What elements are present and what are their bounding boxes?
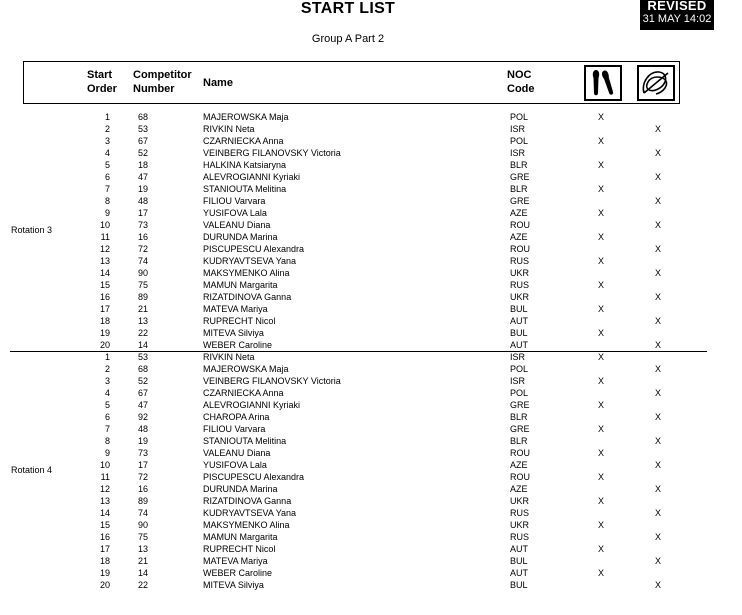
- noc-code: AUT: [510, 340, 528, 350]
- competitor-number: 52: [138, 148, 149, 158]
- noc-code: BUL: [510, 304, 528, 314]
- clubs-icon: [584, 65, 622, 101]
- table-row: [0, 531, 742, 543]
- start-order: 6: [104, 172, 110, 182]
- competitor-name: MAJEROWSKA Maja: [203, 112, 289, 122]
- noc-code: GRE: [510, 400, 530, 410]
- table-row: [0, 315, 742, 327]
- start-order: 17: [99, 304, 110, 314]
- noc-code: RUS: [510, 256, 530, 266]
- competitor-number: 17: [138, 208, 149, 218]
- competitor-name: RIZATDINOVA Ganna: [203, 496, 292, 506]
- competitor-number: 13: [138, 316, 149, 326]
- clubs-mark: X: [598, 304, 605, 314]
- start-order: 3: [104, 136, 110, 146]
- start-order: 16: [99, 532, 110, 542]
- rotation-label: Rotation 4: [11, 465, 53, 475]
- ribbon-mark: X: [655, 484, 662, 494]
- start-order: 19: [99, 568, 110, 578]
- ribbon-mark: X: [655, 292, 662, 302]
- competitor-name: MATEVA Mariya: [203, 304, 268, 314]
- clubs-mark: X: [598, 160, 605, 170]
- competitor-number: 68: [138, 112, 149, 122]
- competitor-name: MAKSYMENKO Alina: [203, 268, 290, 278]
- competitor-name: MITEVA Silviya: [203, 580, 264, 590]
- clubs-mark: X: [598, 448, 605, 458]
- table-row: [0, 495, 742, 507]
- table-row: [0, 399, 742, 411]
- competitor-name: VEINBERG FILANOVSKY Victoria: [203, 148, 341, 158]
- ribbon-mark: X: [655, 268, 662, 278]
- table-row: [0, 339, 742, 351]
- table-row: [0, 411, 742, 423]
- competitor-number: 67: [138, 388, 149, 398]
- noc-code: BLR: [510, 436, 528, 446]
- competitor-number: 92: [138, 412, 149, 422]
- table-row: [0, 171, 742, 183]
- start-order: 10: [99, 220, 110, 230]
- ribbon-mark: X: [655, 316, 662, 326]
- start-order: 8: [104, 196, 110, 206]
- start-order: 6: [104, 412, 110, 422]
- table-row: [0, 519, 742, 531]
- competitor-number: 73: [138, 220, 149, 230]
- table-row: [0, 123, 742, 135]
- noc-code-header-line1: NOC: [507, 69, 532, 81]
- table-row: [0, 219, 742, 231]
- table-row: [0, 267, 742, 279]
- competitor-name: KUDRYAVTSEVA Yana: [203, 256, 297, 266]
- competitor-number: 53: [138, 124, 149, 134]
- competitor-number: 90: [138, 520, 149, 530]
- ribbon-mark: X: [655, 556, 662, 566]
- competitor-name: RIVKIN Neta: [203, 124, 255, 134]
- table-row: [0, 447, 742, 459]
- competitor-name: RUPRECHT Nicol: [203, 316, 276, 326]
- noc-code: ROU: [510, 448, 530, 458]
- table-row: [0, 471, 742, 483]
- competitor-name: STANIOUTA Melitina: [203, 184, 287, 194]
- noc-code: BLR: [510, 160, 528, 170]
- noc-code: BLR: [510, 184, 528, 194]
- start-order: 15: [99, 520, 110, 530]
- competitor-number: 68: [138, 364, 149, 374]
- noc-code: BUL: [510, 328, 528, 338]
- start-order: 9: [104, 208, 110, 218]
- noc-code: RUS: [510, 280, 530, 290]
- start-order: 3: [104, 376, 110, 386]
- ribbon-mark: X: [655, 436, 662, 446]
- competitor-number: 89: [138, 496, 149, 506]
- table-row: [0, 207, 742, 219]
- noc-code: POL: [510, 112, 529, 122]
- noc-code: ISR: [510, 124, 526, 134]
- competitor-name: ALEVROGIANNI Kyriaki: [203, 400, 301, 410]
- ribbon-mark: X: [655, 580, 662, 590]
- start-order: 15: [99, 280, 110, 290]
- competitor-number: 75: [138, 280, 149, 290]
- noc-code: AUT: [510, 316, 528, 326]
- noc-code: AUT: [510, 568, 528, 578]
- noc-code: AZE: [510, 484, 528, 494]
- table-row: [0, 147, 742, 159]
- noc-code: AUT: [510, 544, 528, 554]
- ribbon-mark: X: [655, 172, 662, 182]
- competitor-number: 19: [138, 436, 149, 446]
- clubs-mark: X: [598, 208, 605, 218]
- clubs-mark: X: [598, 280, 605, 290]
- clubs-mark: X: [598, 136, 605, 146]
- rotation-label: Rotation 3: [11, 225, 53, 235]
- table-row: [0, 291, 742, 303]
- competitor-name: RIVKIN Neta: [203, 352, 255, 362]
- noc-code: UKR: [510, 292, 530, 302]
- competitor-number: 47: [138, 400, 149, 410]
- start-order: 18: [99, 556, 110, 566]
- table-row: [0, 435, 742, 447]
- ribbon-mark: X: [655, 124, 662, 134]
- competitor-name: CZARNIECKA Anna: [203, 388, 284, 398]
- table-row: [0, 423, 742, 435]
- ribbon-mark: X: [655, 508, 662, 518]
- competitor-number: 72: [138, 472, 149, 482]
- table-row: [0, 363, 742, 375]
- competitor-name: PISCUPESCU Alexandra: [203, 244, 305, 254]
- column-header: [23, 61, 680, 104]
- competitor-name: PISCUPESCU Alexandra: [203, 472, 305, 482]
- table-row: [0, 543, 742, 555]
- competitor-name: VALEANU Diana: [203, 448, 271, 458]
- start-order: 7: [104, 424, 110, 434]
- noc-code: AZE: [510, 208, 528, 218]
- noc-code: BUL: [510, 580, 528, 590]
- page-title: START LIST: [300, 0, 396, 17]
- competitor-number: 14: [138, 340, 149, 350]
- revised-label: REVISED: [647, 0, 707, 13]
- start-order-header: [87, 68, 117, 96]
- competitor-number: 75: [138, 532, 149, 542]
- noc-code: UKR: [510, 520, 530, 530]
- start-order: 12: [99, 244, 110, 254]
- competitor-number: 19: [138, 184, 149, 194]
- start-order: 11: [100, 472, 110, 482]
- start-order: 4: [104, 388, 110, 398]
- competitor-number-header-line2: Number: [133, 83, 175, 95]
- start-order: 13: [99, 496, 110, 506]
- competitor-name: WEBER Caroline: [203, 568, 273, 578]
- noc-code: BLR: [510, 412, 528, 422]
- table-row: [0, 375, 742, 387]
- competitor-name: DURUNDA Marina: [203, 484, 278, 494]
- competitor-number: 47: [138, 172, 149, 182]
- competitor-name: MAKSYMENKO Alina: [203, 520, 290, 530]
- competitor-number: 73: [138, 448, 149, 458]
- competitor-number: 14: [138, 568, 149, 578]
- table-row: [0, 111, 742, 123]
- noc-code: ISR: [510, 376, 526, 386]
- competitor-number: 67: [138, 136, 149, 146]
- clubs-mark: X: [598, 544, 605, 554]
- competitor-number: 90: [138, 268, 149, 278]
- start-order: 8: [104, 436, 110, 446]
- noc-code: BUL: [510, 556, 528, 566]
- noc-code: ISR: [510, 352, 526, 362]
- competitor-number-header-line1: Competitor: [133, 69, 192, 81]
- table-row: [0, 135, 742, 147]
- competitor-name: CHAROPA Arina: [203, 412, 270, 422]
- competitor-name: ALEVROGIANNI Kyriaki: [203, 172, 301, 182]
- clubs-mark: X: [598, 496, 605, 506]
- table-row: [0, 567, 742, 579]
- competitor-name: MAJEROWSKA Maja: [203, 364, 289, 374]
- competitor-name: RIZATDINOVA Ganna: [203, 292, 292, 302]
- competitor-name: FILIOU Varvara: [203, 196, 266, 206]
- name-header: Name: [203, 77, 233, 89]
- start-order: 5: [104, 400, 110, 410]
- start-order: 2: [104, 124, 110, 134]
- competitor-number: 21: [138, 556, 149, 566]
- start-order: 17: [99, 544, 110, 554]
- start-order: 5: [104, 160, 110, 170]
- revised-date: 31 MAY 14:02: [642, 13, 712, 25]
- noc-code: POL: [510, 364, 529, 374]
- table-row: [0, 387, 742, 399]
- clubs-mark: X: [598, 376, 605, 386]
- competitor-number: 48: [138, 424, 149, 434]
- page-subtitle: Group A Part 2: [311, 33, 385, 45]
- competitor-number-header: [133, 68, 192, 96]
- start-order: 10: [99, 460, 110, 470]
- competitor-name: STANIOUTA Melitina: [203, 436, 287, 446]
- start-order: 14: [99, 508, 110, 518]
- clubs-mark: X: [598, 520, 605, 530]
- table-row: [0, 507, 742, 519]
- start-order: 9: [104, 448, 110, 458]
- ribbon-mark: X: [655, 532, 662, 542]
- competitor-name: MAMUN Margarita: [203, 532, 278, 542]
- start-order: 18: [99, 316, 110, 326]
- ribbon-mark: X: [655, 244, 662, 254]
- noc-code: AZE: [510, 460, 528, 470]
- competitor-number: 74: [138, 256, 149, 266]
- start-order: 2: [104, 364, 110, 374]
- clubs-mark: X: [598, 328, 605, 338]
- competitor-name: CZARNIECKA Anna: [203, 136, 284, 146]
- competitor-name: YUSIFOVA Lala: [203, 460, 267, 470]
- competitor-name: KUDRYAVTSEVA Yana: [203, 508, 297, 518]
- clubs-mark: X: [598, 472, 605, 482]
- clubs-mark: X: [598, 400, 605, 410]
- competitor-number: 13: [138, 544, 149, 554]
- start-order: 19: [99, 328, 110, 338]
- noc-code: GRE: [510, 196, 530, 206]
- competitor-name: YUSIFOVA Lala: [203, 208, 267, 218]
- competitor-number: 22: [138, 328, 149, 338]
- clubs-mark: X: [598, 352, 605, 362]
- clubs-mark: X: [598, 232, 605, 242]
- table-row: [0, 579, 742, 591]
- competitor-name: DURUNDA Marina: [203, 232, 278, 242]
- competitor-number: 74: [138, 508, 149, 518]
- noc-code: GRE: [510, 424, 530, 434]
- table-row: [0, 555, 742, 567]
- competitor-name: MATEVA Mariya: [203, 556, 268, 566]
- competitor-name: MAMUN Margarita: [203, 280, 278, 290]
- noc-code: RUS: [510, 532, 530, 542]
- competitor-number: 53: [138, 352, 149, 362]
- noc-code-header: [507, 68, 535, 96]
- table-row: [0, 195, 742, 207]
- competitor-number: 21: [138, 304, 149, 314]
- ribbon-mark: X: [655, 364, 662, 374]
- noc-code: ROU: [510, 244, 530, 254]
- table-row: [0, 243, 742, 255]
- start-order: 20: [99, 340, 110, 350]
- start-order-header-line2: Order: [87, 83, 117, 95]
- clubs-mark: X: [598, 184, 605, 194]
- ribbon-icon: [637, 65, 675, 101]
- competitor-name: VALEANU Diana: [203, 220, 271, 230]
- ribbon-mark: X: [655, 460, 662, 470]
- noc-code: UKR: [510, 268, 530, 278]
- clubs-mark: X: [598, 568, 605, 578]
- competitor-number: 16: [138, 484, 149, 494]
- start-order: 1: [104, 112, 110, 122]
- competitor-number: 22: [138, 580, 149, 590]
- competitor-number: 16: [138, 232, 149, 242]
- start-order: 13: [99, 256, 110, 266]
- noc-code: GRE: [510, 172, 530, 182]
- competitor-number: 18: [138, 160, 149, 170]
- noc-code: POL: [510, 136, 529, 146]
- table-row: [0, 183, 742, 195]
- noc-code: UKR: [510, 496, 530, 506]
- ribbon-mark: X: [655, 340, 662, 350]
- start-order: 7: [104, 184, 110, 194]
- noc-code: AZE: [510, 232, 528, 242]
- table-row: [0, 483, 742, 495]
- competitor-name: MITEVA Silviya: [203, 328, 264, 338]
- start-order: 4: [104, 148, 110, 158]
- noc-code: ROU: [510, 220, 530, 230]
- competitor-name: VEINBERG FILANOVSKY Victoria: [203, 376, 341, 386]
- noc-code: ISR: [510, 148, 526, 158]
- noc-code-header-line2: Code: [507, 83, 535, 95]
- clubs-mark: X: [598, 424, 605, 434]
- table-row: [0, 159, 742, 171]
- noc-code: POL: [510, 388, 529, 398]
- start-order: 16: [99, 292, 110, 302]
- competitor-name: FILIOU Varvara: [203, 424, 266, 434]
- noc-code: ROU: [510, 472, 530, 482]
- start-order: 1: [104, 352, 110, 362]
- ribbon-mark: X: [655, 148, 662, 158]
- table-row: [0, 351, 742, 363]
- revised-badge: [640, 0, 714, 30]
- table-row: [0, 231, 742, 243]
- competitor-name: RUPRECHT Nicol: [203, 544, 276, 554]
- competitor-number: 48: [138, 196, 149, 206]
- ribbon-mark: X: [655, 412, 662, 422]
- competitor-number: 17: [138, 460, 149, 470]
- competitor-number: 89: [138, 292, 149, 302]
- table-row: [0, 459, 742, 471]
- competitor-number: 72: [138, 244, 149, 254]
- start-order: 11: [100, 232, 110, 242]
- ribbon-mark: X: [655, 388, 662, 398]
- competitor-name: WEBER Caroline: [203, 340, 273, 350]
- clubs-mark: X: [598, 256, 605, 266]
- table-row: [0, 327, 742, 339]
- table-row: [0, 255, 742, 267]
- noc-code: RUS: [510, 508, 530, 518]
- ribbon-mark: X: [655, 196, 662, 206]
- competitor-name: HALKINA Katsiaryna: [203, 160, 287, 170]
- clubs-mark: X: [598, 112, 605, 122]
- start-order: 12: [99, 484, 110, 494]
- ribbon-mark: X: [655, 220, 662, 230]
- competitor-number: 52: [138, 376, 149, 386]
- start-order: 14: [99, 268, 110, 278]
- table-row: [0, 279, 742, 291]
- table-row: [0, 303, 742, 315]
- start-order: 20: [99, 580, 110, 590]
- start-order-header-line1: Start: [87, 69, 113, 81]
